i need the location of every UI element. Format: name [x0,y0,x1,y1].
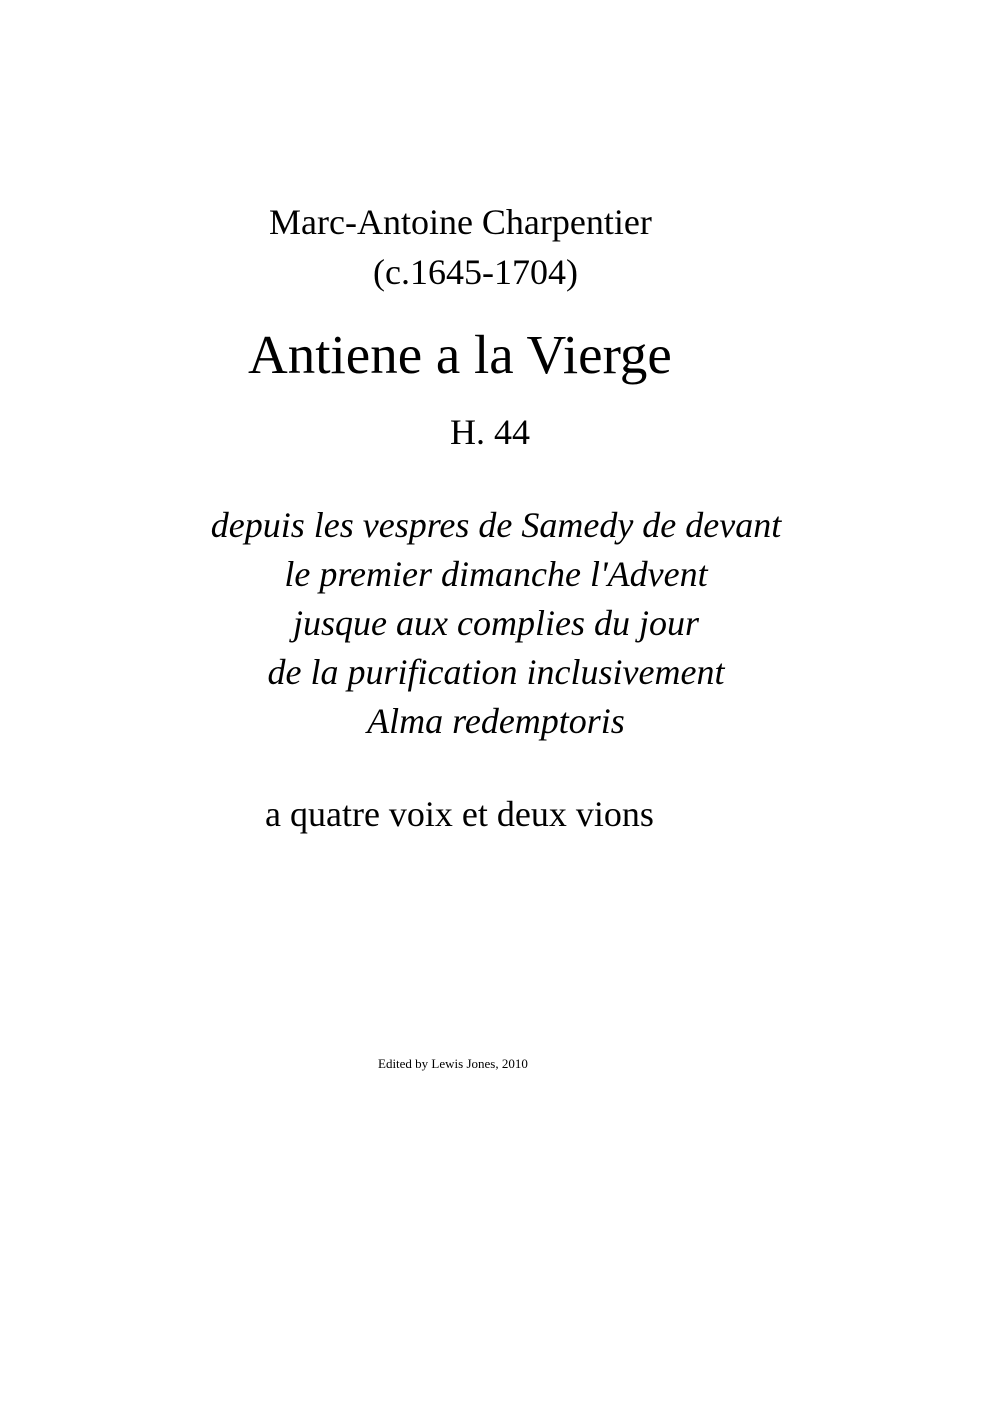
subtitle-line: le premier dimanche l'Advent [284,554,708,594]
subtitle-line: depuis les vespres de Samedy de devant [210,505,782,545]
liturgical-subtitle [0,501,992,746]
work-title: Antiene a la Vierge [248,324,672,385]
subtitle-line: de la purification inclusivement [267,652,725,692]
scoring: a quatre voix et deux vions [265,794,654,834]
subtitle-line: Alma redemptoris [367,701,625,741]
composer-dates: (c.1645-1704) [373,252,578,292]
editor-credit: Edited by Lewis Jones, 2010 [378,1056,528,1071]
composer-name: Marc-Antoine Charpentier [269,202,652,242]
subtitle-line: jusque aux complies du jour [293,603,699,643]
catalog-number: H. 44 [450,412,530,452]
